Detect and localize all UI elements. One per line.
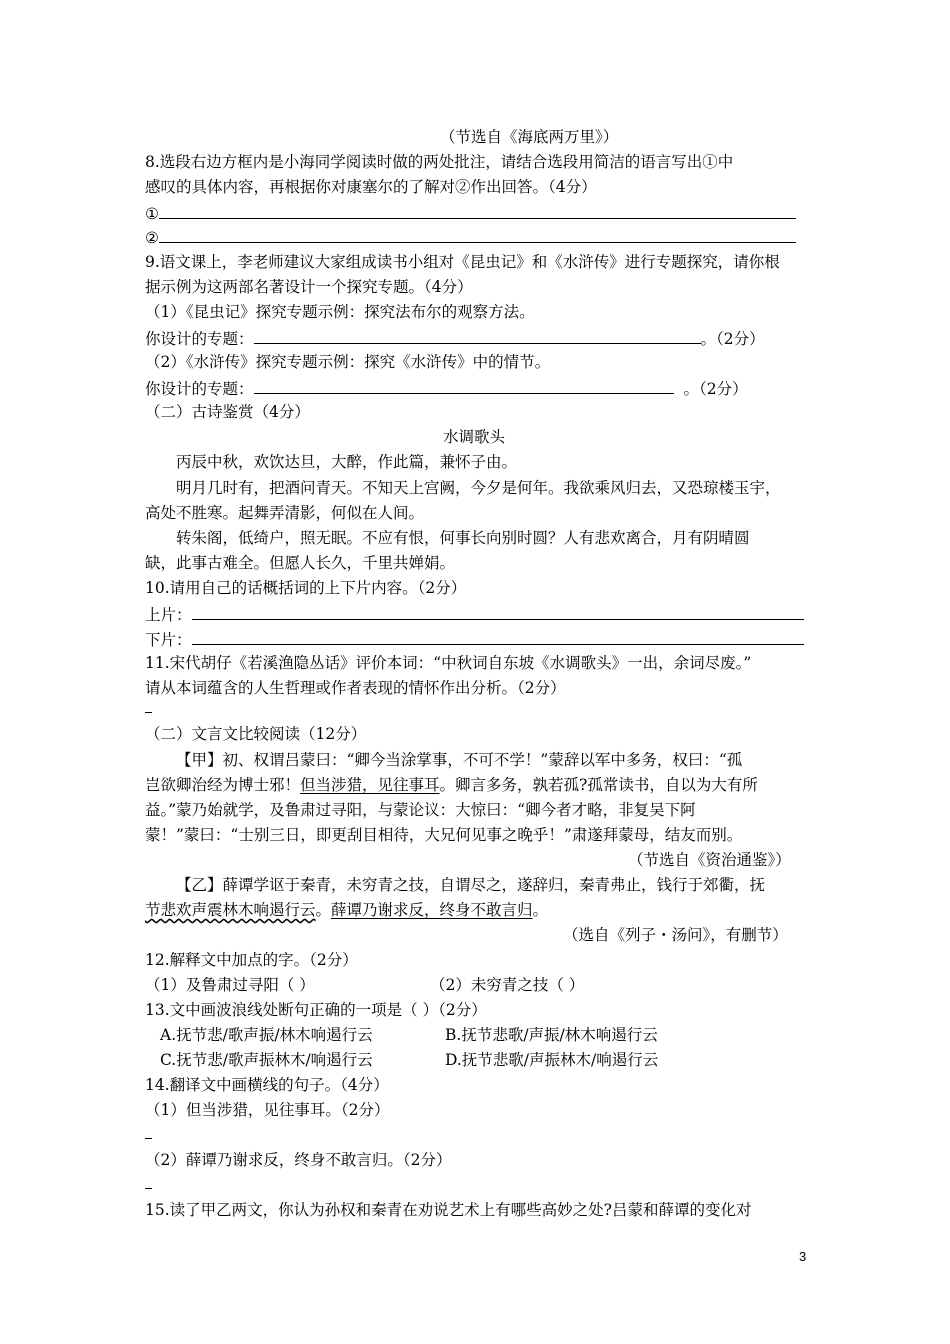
section-classical-heading: （二）文言文比较阅读（12分）	[145, 725, 367, 743]
passage-yi-line-2	[145, 900, 548, 920]
question-9-example-2: （2）《水浒传》探究专题示例：探究《水浒传》中的情节。	[145, 353, 551, 371]
option-b[interactable]: B.抚节悲歌/声振/林木响遏行云	[445, 1026, 658, 1044]
poem-stanza-1-b: 高处不胜寒。起舞弄清影，何似在人间。	[145, 504, 425, 522]
design-end-1: 。（2分）	[700, 330, 765, 348]
design-blank-2[interactable]	[254, 377, 674, 394]
lower-blank[interactable]	[192, 628, 804, 645]
yi-text-a: 。	[315, 901, 332, 919]
answer-line-1[interactable]	[145, 202, 796, 224]
passage-jia-line-4: 蒙！”蒙曰：“士别三日，即更刮目相待，大兄何见事之晚乎！”肃遂拜蒙母，结友而别。	[145, 826, 743, 844]
source-line-liezi: （选自《列子・汤问》，有删节）	[563, 926, 788, 944]
question-9-line-2: 据示例为这两部名著设计一个探究专题。（4分）	[145, 278, 473, 296]
jia-text-b: 。卿言多务，孰若孤?孤常读书，自以为大有所	[439, 776, 758, 794]
question-14-sentence-2: （2）薛谭乃谢求反，终身不敢言归。（2分）	[145, 1151, 452, 1169]
poem-stanza-2-a: 转朱阁，低绮户，照无眠。不应有恨，何事长向别时圆？人有悲欢离合，月有阴晴圆	[176, 529, 750, 547]
jia-text-a: 岂欲卿治经为博士邪！	[145, 776, 301, 794]
question-13: 13.文中画波浪线处断句正确的一项是（ ）（2分）	[145, 1001, 487, 1019]
question-8-line-1: 8.选段右边方框内是小海同学阅读时做的两处批注，请结合选段用简洁的语言写出①中	[145, 153, 734, 171]
question-9-design-2[interactable]	[145, 377, 748, 399]
answer-dash-14-2[interactable]	[145, 1188, 152, 1189]
yi-underlined-sentence: 薛谭乃谢求反，终身不敢言归	[331, 901, 533, 919]
question-14-sentence-1: （1）但当涉猎，见往事耳。（2分）	[145, 1101, 390, 1119]
question-8-line-2: 感叹的具体内容，再根据你对康塞尔的了解对②作出回答。（4分）	[145, 178, 597, 196]
question-11-line-1: 11.宋代胡仔《若溪渔隐丛话》评价本词：“中秋词自东坡《水调歌头》一出，余词尽废。”	[145, 654, 752, 672]
answer-blank-1[interactable]	[159, 202, 796, 219]
answer-dash-14-1[interactable]	[145, 1138, 152, 1139]
passage-jia-line-1: 【甲】初、权谓吕蒙曰：“卿今当涂掌事，不可不学！”蒙辞以军中多务，权曰：“孤	[176, 751, 743, 769]
answer-lower[interactable]	[145, 628, 804, 650]
yi-text-b: 。	[532, 901, 549, 919]
question-12-item-1[interactable]: （1）及鲁肃过寻阳（ ）	[145, 976, 315, 994]
lower-label: 下片：	[145, 631, 192, 649]
passage-yi-line-1: 【乙】薛谭学讴于秦青，未穷青之技，自谓尽之，遂辞归，秦青弗止，钱行于郊衢，抚	[176, 876, 766, 894]
question-14: 14.翻译文中画横线的句子。（4分）	[145, 1076, 389, 1094]
yi-wavy-sentence: 节悲欢声震林木响遏行云	[145, 901, 316, 919]
answer-marker-1: ①	[145, 205, 159, 223]
section-poem-heading: （二）古诗鉴赏（4分）	[145, 403, 310, 421]
question-9-design-1[interactable]	[145, 327, 765, 349]
question-10: 10.请用自己的话概括词的上下片内容。（2分）	[145, 579, 467, 597]
answer-blank-2[interactable]	[159, 226, 796, 243]
design-label-2: 你设计的专题：	[145, 380, 254, 398]
design-label-1: 你设计的专题：	[145, 330, 254, 348]
answer-marker-2: ②	[145, 229, 159, 247]
question-9-example-1: （1）《昆虫记》探究专题示例：探究法布尔的观察方法。	[145, 303, 535, 321]
source-line-haidi: （节选自《海底两万里》）	[440, 128, 619, 146]
question-11-line-2: 请从本词蕴含的人生哲理或作者表现的情怀作出分析。（2分）	[145, 679, 566, 697]
upper-label: 上片：	[145, 606, 192, 624]
option-d[interactable]: D.抚节悲歌/声振林木/响遏行云	[445, 1051, 659, 1069]
poem-stanza-1-a: 明月几时有，把酒问青天。不知天上宫阙，今夕是何年。我欲乘风归去，又恐琼楼玉宇，	[176, 479, 781, 497]
option-c[interactable]: C.抚节悲/歌声振林木/响遏行云	[160, 1051, 373, 1069]
design-end-2: 。（2分）	[683, 380, 748, 398]
upper-blank[interactable]	[192, 603, 804, 620]
answer-upper[interactable]	[145, 603, 804, 625]
option-a[interactable]: A.抚节悲/歌声振/林木响遏行云	[160, 1026, 373, 1044]
poem-title: 水调歌头	[443, 428, 506, 446]
question-15: 15.读了甲乙两文，你认为孙权和秦青在劝说艺术上有哪些高妙之处?吕蒙和薛谭的变化对	[145, 1201, 752, 1219]
passage-jia-line-3: 益。”蒙乃始就学，及鲁肃过寻阳，与蒙论议：大惊曰：“卿今者才略，非复吴下阿	[145, 801, 696, 819]
answer-dash-11[interactable]	[145, 712, 152, 713]
jia-underlined-sentence: 但当涉猎，见往事耳	[300, 776, 440, 794]
poem-stanza-2-b: 缺，此事古难全。但愿人长久，千里共婵娟。	[145, 554, 456, 572]
question-9-line-1: 9.语文课上，李老师建议大家组成读书小组对《昆虫记》和《水浒传》进行专题探究，请你根	[145, 253, 780, 271]
question-12-item-2[interactable]: （2）未穷青之技（ ）	[430, 976, 585, 994]
design-blank-1[interactable]	[254, 327, 701, 344]
answer-line-2[interactable]	[145, 226, 796, 248]
page-number: 3	[799, 1249, 807, 1264]
passage-jia-line-2	[145, 775, 758, 795]
question-12: 12.解释文中加点的字。（2分）	[145, 951, 358, 969]
poem-preface: 丙辰中秋，欢饮达旦，大醉，作此篇，兼怀子由。	[176, 453, 518, 471]
source-line-zizhi: （节选自《资治通鉴》）	[628, 851, 791, 869]
